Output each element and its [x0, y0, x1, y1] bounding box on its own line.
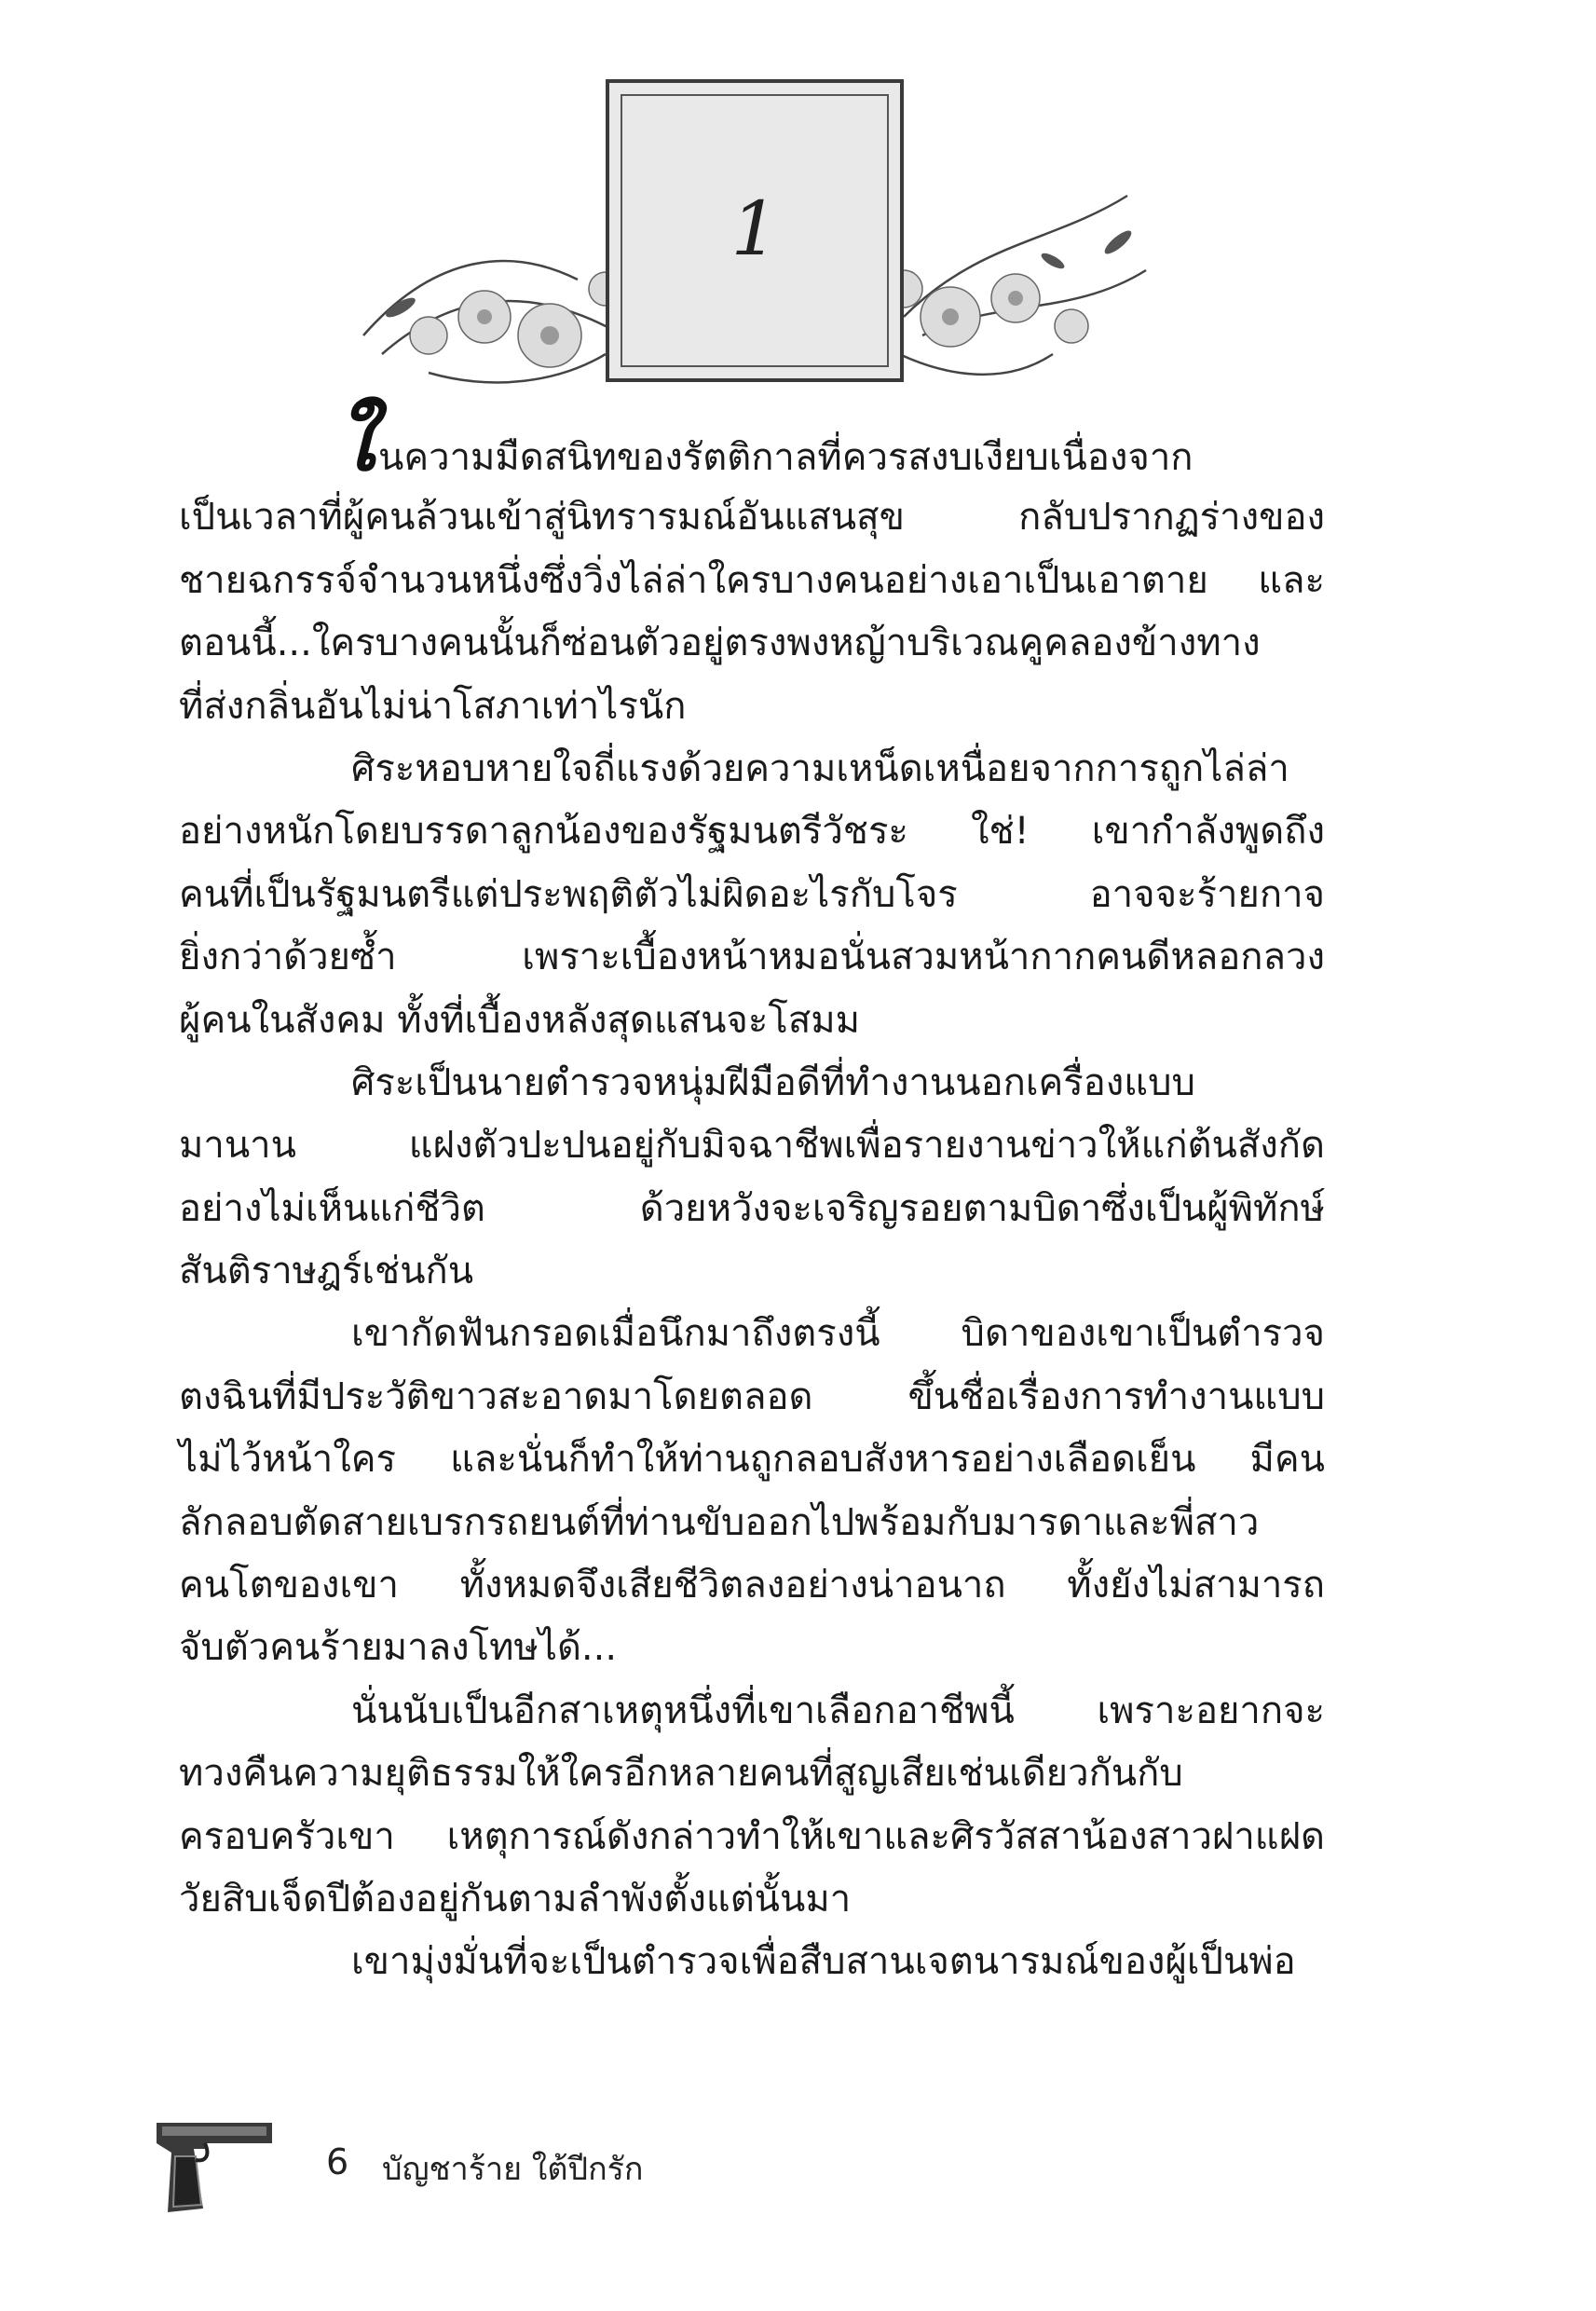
text-line: ครอบครัวเขา เหตุการณ์ดังกล่าวทำให้เขาและศิรวัสสาน้องสาวฝาแฝด — [179, 1814, 1325, 1858]
text-line: คนโตของเขา ทั้งหมดจึงเสียชีวิตลงอย่างน่าอนาถ ทั้งยังไม่สามารถ — [179, 1564, 1325, 1607]
text-line: อย่างหนักโดยบรรดาลูกน้องของรัฐมนตรีวัชระ ใช่! เขากำลังพูดถึง — [179, 810, 1325, 854]
chapter-body — [179, 395, 1325, 1994]
text-line: ศิระเป็นนายตำรวจหนุ่มฝีมือดีที่ทำงานนอกเครื่องแบบ — [351, 1060, 1195, 1104]
pistol-icon — [149, 2115, 280, 2218]
text-line: ผู้คนในสังคม ทั้งที่เบื้องหลังสุดแสนจะโสมม — [179, 998, 860, 1042]
page-footer — [149, 2115, 894, 2218]
text-line: เป็นเวลาที่ผู้คนล้วนเข้าสู่นิทรารมณ์อันแสนสุข กลับปรากฏร่างของ — [179, 496, 1325, 540]
book-title: บัญชาร้าย ใต้ปีกรัก — [382, 2151, 644, 2188]
text-line: คนที่เป็นรัฐมนตรีแต่ประพฤติตัวไม่ผิดอะไรกับโจร อาจจะร้ายกาจ — [179, 872, 1325, 916]
text-line: นั่นนับเป็นอีกสาเหตุหนึ่งที่เขาเลือกอาชีพนี้ เพราะอยากจะ — [351, 1689, 1325, 1732]
text-line: ลักลอบตัดสายเบรกรถยนต์ที่ท่านขับออกไปพร้อมกับมารดาและพี่สาว — [179, 1500, 1260, 1544]
text-line: เขามุ่งมั่นที่จะเป็นตำรวจเพื่อสืบสานเจตนารมณ์ของผู้เป็นพ่อ — [351, 1940, 1296, 1984]
text-line — [179, 395, 1325, 489]
text-line: ไม่ไว้หน้าใคร และนั่นก็ทำให้ท่านถูกลอบสังหารอย่างเลือดเย็น มีคน — [179, 1438, 1325, 1482]
chapter-frame — [606, 79, 904, 382]
text-line: จับตัวคนร้ายมาลงโทษได้... — [179, 1626, 618, 1670]
text-line-content: นความมืดสนิทของรัตติกาลที่ควรสงบเงียบเนื่องจาก — [378, 436, 1194, 479]
dropcap: ใ — [335, 395, 375, 489]
text-line: อย่างไม่เห็นแก่ชีวิต ด้วยหวังจะเจริญรอยตามบิดาซึ่งเป็นผู้พิทักษ์ — [179, 1186, 1325, 1230]
text-line: วัยสิบเจ็ดปีต้องอยู่กันตามลำพังตั้งแต่นั้นมา — [179, 1877, 852, 1921]
text-line: มานาน แฝงตัวปะปนอยู่กับมิจฉาชีพเพื่อรายงานข่าวให้แก่ต้นสังกัด — [179, 1124, 1325, 1168]
page-number: 6 — [326, 2141, 349, 2182]
text-line: ตอนนี้...ใครบางคนนั้นก็ซ่อนตัวอยู่ตรงพงหญ้าบริเวณคูคลองข้างทาง — [179, 622, 1261, 665]
text-line: สันติราษฎร์เช่นกัน — [179, 1250, 474, 1293]
text-line: ที่ส่งกลิ่นอันไม่น่าโสภาเท่าไรนัก — [179, 684, 687, 728]
text-line: เขากัดฟันกรอดเมื่อนึกมาถึงตรงนี้ บิดาของเขาเป็นตำรวจ — [351, 1312, 1325, 1356]
text-line: ตงฉินที่มีประวัติขาวสะอาดมาโดยตลอด ขึ้นชื่อเรื่องการทำงานแบบ — [179, 1374, 1325, 1418]
text-line: ยิ่งกว่าด้วยซ้ำ เพราะเบื้องหน้าหมอนั่นสวมหน้ากากคนดีหลอกลวง — [179, 936, 1325, 979]
text-line: ชายฉกรรจ์จำนวนหนึ่งซึ่งวิ่งไล่ล่าใครบางคนอย่างเอาเป็นเอาตาย และ — [179, 558, 1325, 602]
text-line: ศิระหอบหายใจถี่แรงด้วยความเหน็ดเหนื่อยจากการถูกไล่ล่า — [351, 746, 1289, 790]
text-line: ทวงคืนความยุติธรรมให้ใครอีกหลายคนที่สูญเสียเช่นเดียวกันกับ — [179, 1752, 1183, 1796]
chapter-number: 1 — [730, 185, 779, 272]
